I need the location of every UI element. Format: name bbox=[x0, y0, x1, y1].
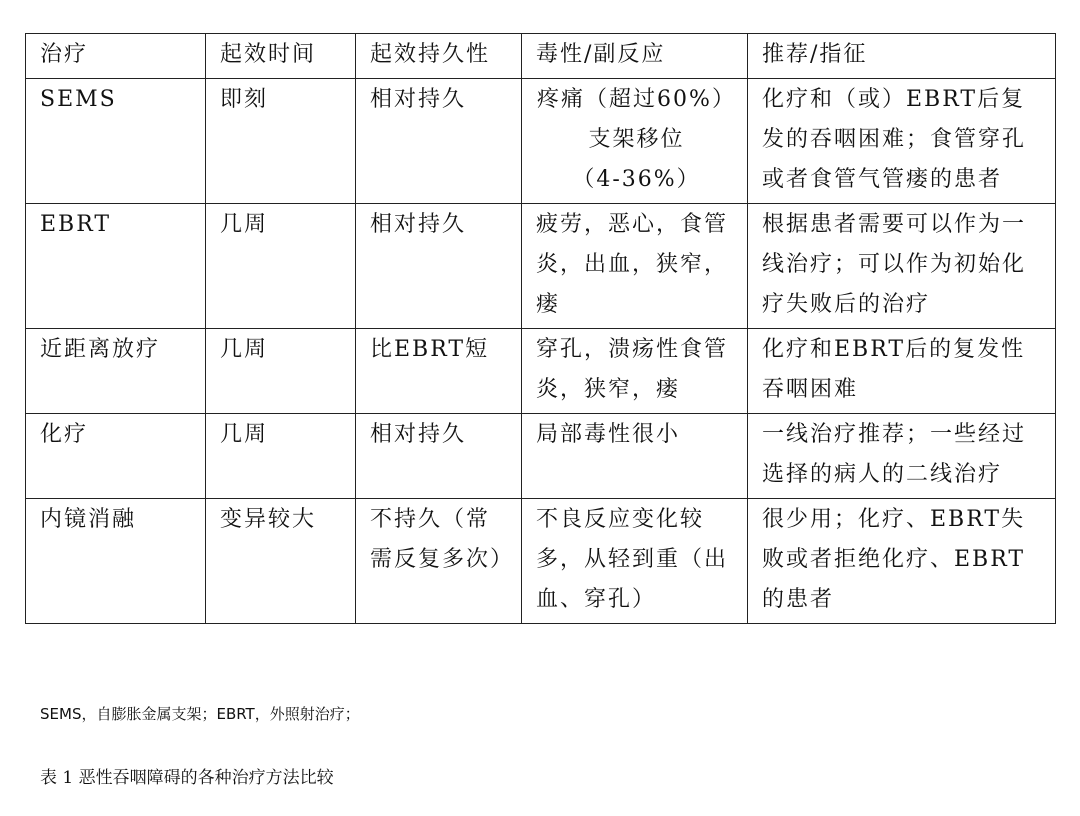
treatment-comparison-table bbox=[25, 33, 1056, 624]
header-cell-indication: 推荐/指征 bbox=[748, 34, 1056, 79]
cell-toxicity: 局部毒性很小 bbox=[522, 414, 748, 499]
table-row bbox=[26, 499, 1056, 624]
cell-indication: 化疗和EBRT后的复发性吞咽困难 bbox=[748, 329, 1056, 414]
cell-durability: 比EBRT短 bbox=[356, 329, 522, 414]
cell-onset-time: 几周 bbox=[206, 414, 356, 499]
cell-indication: 很少用；化疗、EBRT失败或者拒绝化疗、EBRT的患者 bbox=[748, 499, 1056, 624]
cell-treatment: 近距离放疗 bbox=[26, 329, 206, 414]
cell-toxicity: 穿孔，溃疡性食管炎，狭窄，瘘 bbox=[522, 329, 748, 414]
table-caption: 表 1 恶性吞咽障碍的各种治疗方法比较 bbox=[40, 768, 334, 788]
cell-indication: 根据患者需要可以作为一线治疗；可以作为初始化疗失败后的治疗 bbox=[748, 204, 1056, 329]
cell-onset-time: 几周 bbox=[206, 204, 356, 329]
header-cell-onset-time: 起效时间 bbox=[206, 34, 356, 79]
table-row bbox=[26, 329, 1056, 414]
cell-durability: 相对持久 bbox=[356, 204, 522, 329]
cell-line: 支架移位 bbox=[588, 127, 685, 152]
header-cell-toxicity: 毒性/副反应 bbox=[522, 34, 748, 79]
cell-onset-time: 即刻 bbox=[206, 79, 356, 204]
cell-treatment: 化疗 bbox=[26, 414, 206, 499]
cell-treatment: EBRT bbox=[26, 204, 206, 329]
cell-toxicity: 疲劳，恶心，食管炎，出血，狭窄，瘘 bbox=[522, 204, 748, 329]
cell-treatment: SEMS bbox=[26, 79, 206, 204]
cell-treatment: 内镜消融 bbox=[26, 499, 206, 624]
header-cell-treatment: 治疗 bbox=[26, 34, 206, 79]
cell-durability: 相对持久 bbox=[356, 414, 522, 499]
cell-onset-time: 变异较大 bbox=[206, 499, 356, 624]
table-row bbox=[26, 204, 1056, 329]
cell-durability: 不持久（常需反复多次） bbox=[356, 499, 522, 624]
cell-toxicity: 不良反应变化较多，从轻到重（出血、穿孔） bbox=[522, 499, 748, 624]
cell-indication: 化疗和（或）EBRT后复发的吞咽困难；食管穿孔或者食管气管瘘的患者 bbox=[748, 79, 1056, 204]
footnote-abbreviations: SEMS，自膨胀金属支架；EBRT，外照射治疗； bbox=[40, 705, 360, 723]
header-cell-durability: 起效持久性 bbox=[356, 34, 522, 79]
cell-line: （4-36%） bbox=[572, 167, 701, 192]
table-row bbox=[26, 79, 1056, 204]
cell-onset-time: 几周 bbox=[206, 329, 356, 414]
table-body bbox=[26, 34, 1056, 624]
cell-indication: 一线治疗推荐；一些经过选择的病人的二线治疗 bbox=[748, 414, 1056, 499]
cell-durability: 相对持久 bbox=[356, 79, 522, 204]
cell-toxicity bbox=[522, 79, 748, 204]
table-header-row bbox=[26, 34, 1056, 79]
table-row bbox=[26, 414, 1056, 499]
cell-line: 疼痛（超过60%） bbox=[537, 87, 736, 112]
